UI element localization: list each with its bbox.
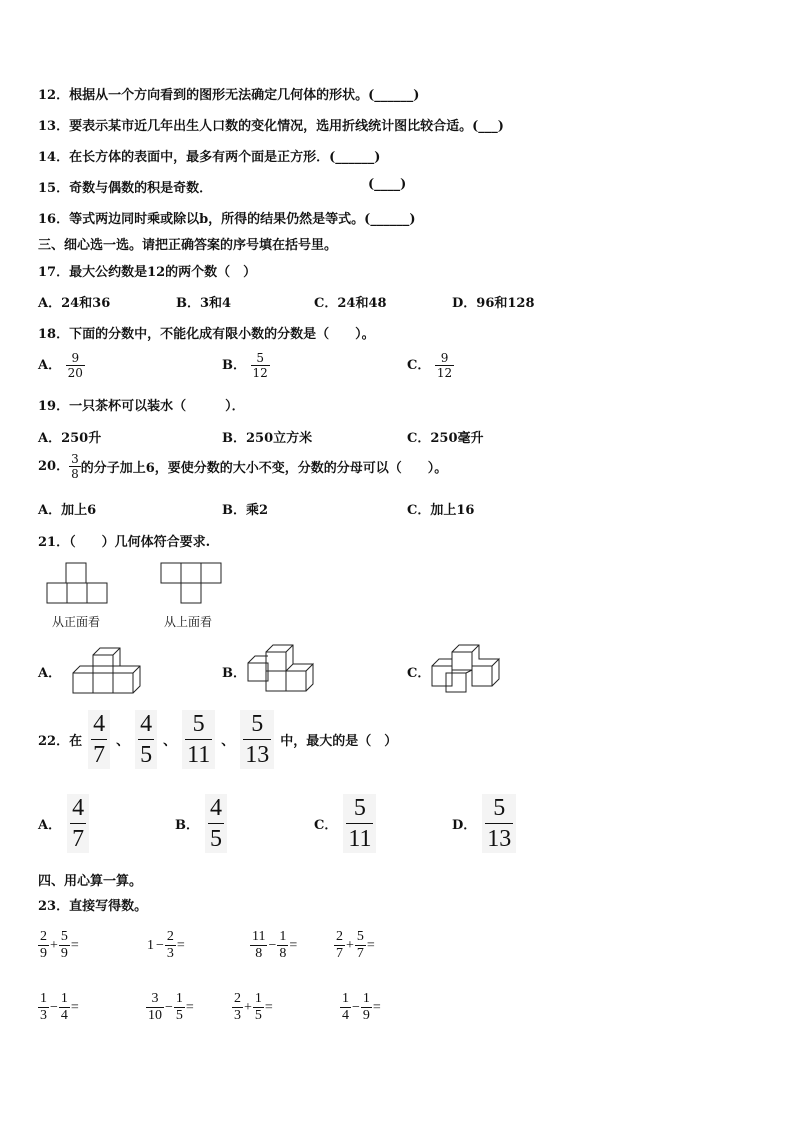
calc-item — [146, 992, 195, 1023]
fraction — [334, 930, 345, 961]
q20-option-b: B．乘2 — [222, 503, 269, 518]
top-view-figure — [160, 562, 224, 606]
numerator: 5 — [251, 711, 264, 737]
denominator: 5 — [140, 742, 153, 768]
fraction-bar — [208, 823, 224, 824]
equals-sign: = — [366, 937, 375, 953]
numerator: 9 — [71, 351, 80, 365]
calc-item — [232, 992, 274, 1023]
denominator: 8 — [255, 946, 263, 961]
denominator: 20 — [67, 366, 83, 380]
fraction — [174, 992, 185, 1023]
denominator: 12 — [252, 366, 268, 380]
fraction — [240, 710, 274, 769]
numerator: 2 — [40, 929, 47, 944]
q19-option-c: C．250毫升 — [407, 431, 484, 446]
numerator: 5 — [256, 351, 264, 365]
fraction — [251, 352, 270, 379]
question-13: 13．要表示某市近几年出生人口数的变化情况，选用折线统计图比较合适。(___) — [38, 119, 504, 134]
q22-option-c — [314, 794, 376, 853]
question-21-stem: 21．（ ）几何体符合要求. — [38, 535, 211, 550]
fraction — [355, 930, 366, 961]
numerator: 1 — [342, 991, 349, 1006]
q21-option-c-label: C． — [407, 666, 431, 681]
question-12: 12．根据从一个方向看到的图形无法确定几何体的形状。(______) — [38, 88, 420, 103]
calc-item — [38, 992, 80, 1023]
q21-option-b-label: B． — [222, 666, 246, 681]
numerator: 3 — [151, 991, 159, 1006]
fraction-bar — [70, 823, 86, 824]
fraction — [435, 352, 454, 379]
option-label: C． — [314, 818, 338, 833]
fraction — [277, 930, 288, 961]
q21-option-a-figure — [72, 647, 144, 697]
fraction — [250, 930, 267, 961]
top-view-caption: 从上面看 — [164, 615, 213, 629]
denominator: 5 — [175, 1008, 183, 1023]
numerator: 5 — [60, 929, 68, 944]
numerator: 4 — [210, 795, 222, 821]
q22-option-d — [452, 794, 516, 853]
denominator: 4 — [60, 1008, 68, 1023]
fraction — [135, 710, 157, 769]
numerator: 3 — [71, 452, 79, 466]
equals-sign: = — [176, 937, 185, 953]
q18-option-c — [407, 352, 454, 379]
denominator: 3 — [40, 1008, 47, 1023]
operator: − — [352, 999, 360, 1015]
denominator: 7 — [356, 946, 364, 961]
fraction-bar — [243, 739, 271, 740]
q22-option-a — [38, 794, 89, 853]
operator: − — [268, 937, 277, 953]
denominator: 3 — [166, 946, 174, 961]
calc-item — [340, 992, 382, 1023]
numerator: 1 — [254, 991, 262, 1006]
numerator: 5 — [353, 795, 366, 821]
denominator: 9 — [40, 946, 47, 961]
denominator: 11 — [187, 742, 211, 768]
fraction — [146, 992, 164, 1023]
question-17-stem: 17．最大公约数是12的两个数（ ） — [38, 265, 257, 280]
section-4-heading: 四、用心算一算。 — [38, 874, 143, 889]
fraction — [165, 930, 176, 961]
q17-option-b: B．3和4 — [176, 296, 232, 311]
option-label: B． — [222, 358, 246, 373]
question-text: 的分子加上6，要使分数的大小不变，分数的分母可以（ ）。 — [80, 461, 448, 476]
q21-option-c-figure — [430, 643, 502, 695]
q17-option-a: A．24和36 — [38, 296, 111, 311]
numerator: 5 — [192, 711, 205, 737]
q22-option-b — [175, 794, 227, 853]
fraction-bar — [185, 739, 212, 740]
fraction-bar — [138, 739, 154, 740]
numerator: 2 — [336, 929, 343, 944]
operator: + — [50, 937, 58, 953]
calc-item — [38, 930, 80, 961]
denominator: 10 — [148, 1008, 162, 1023]
front-view-caption: 从正面看 — [52, 615, 101, 629]
q17-option-d: D．96和128 — [452, 296, 535, 311]
numerator: 4 — [140, 711, 153, 737]
front-view-figure — [46, 562, 110, 606]
q21-option-b-figure — [245, 643, 317, 695]
numerator: 5 — [493, 795, 506, 821]
fraction — [253, 992, 264, 1023]
fraction — [38, 992, 49, 1023]
numerator: 4 — [93, 711, 106, 737]
q19-option-b: B．250立方米 — [222, 431, 313, 446]
question-15: 15．奇数与偶数的积是奇数． — [38, 181, 213, 196]
fraction-bar — [91, 739, 107, 740]
q18-option-a — [38, 352, 85, 379]
q18-option-b — [222, 352, 270, 379]
calc-item — [250, 930, 298, 961]
fraction — [232, 992, 243, 1023]
denominator: 8 — [279, 946, 287, 961]
question-number: 20． — [38, 459, 70, 474]
question-18-stem: 18．下面的分数中，不能化成有限小数的分数是（ ）。 — [38, 327, 375, 342]
question-16: 16．等式两边同时乘或除以b，所得的结果仍然是等式。(______) — [38, 212, 416, 227]
numerator: 1 — [362, 991, 370, 1006]
separator: 、 — [116, 734, 130, 749]
fraction — [340, 992, 351, 1023]
denominator: 12 — [436, 366, 453, 380]
equals-sign: = — [70, 999, 79, 1015]
section-3-heading: 三、细心选一选。请把正确答案的序号填在括号里。 — [38, 238, 338, 253]
numerator: 11 — [252, 929, 266, 944]
option-label: C． — [407, 358, 431, 373]
denominator: 13 — [487, 826, 512, 852]
fraction — [66, 352, 85, 379]
denominator: 9 — [60, 946, 68, 961]
separator: 、 — [221, 734, 235, 749]
question-20-stem — [38, 453, 447, 480]
question-23-stem: 23．直接写得数。 — [38, 899, 148, 914]
numerator: 2 — [234, 991, 241, 1006]
numerator: 4 — [72, 795, 85, 821]
question-suffix: 中，最大的是（ ） — [280, 734, 398, 749]
denominator: 9 — [362, 1008, 370, 1023]
numerator: 2 — [166, 929, 174, 944]
option-label: D． — [452, 818, 477, 833]
option-label: B． — [175, 818, 199, 833]
denominator: 5 — [254, 1008, 262, 1023]
numerator: 5 — [356, 929, 364, 944]
question-15-blank: (____) — [368, 177, 407, 192]
denominator: 7 — [72, 826, 85, 852]
whole-number: 1 — [147, 937, 154, 953]
fraction-bar — [346, 823, 373, 824]
q19-option-a: A．250升 — [38, 431, 102, 446]
numerator: 1 — [279, 929, 287, 944]
numerator: 9 — [440, 351, 449, 365]
fraction — [69, 453, 81, 480]
fraction — [38, 930, 49, 961]
q20-option-a: A．加上6 — [38, 503, 97, 518]
numerator: 1 — [175, 991, 183, 1006]
fraction — [59, 992, 70, 1023]
numerator: 1 — [40, 991, 47, 1006]
fraction — [482, 794, 516, 853]
separator: 、 — [163, 734, 177, 749]
numerator: 1 — [60, 991, 68, 1006]
equals-sign: = — [70, 937, 79, 953]
fraction — [59, 930, 70, 961]
denominator: 7 — [336, 946, 343, 961]
question-14: 14．在长方体的表面中，最多有两个面是正方形．(______) — [38, 150, 381, 165]
calc-item — [146, 930, 186, 961]
equals-sign: = — [185, 999, 194, 1015]
denominator: 3 — [234, 1008, 241, 1023]
calc-item — [334, 930, 376, 961]
equals-sign: = — [289, 937, 298, 953]
fraction — [182, 710, 215, 769]
denominator: 4 — [342, 1008, 349, 1023]
question-22-stem — [38, 710, 397, 769]
denominator: 7 — [93, 742, 106, 768]
operator: + — [346, 937, 354, 953]
q17-option-c: C．24和48 — [314, 296, 387, 311]
question-19-stem: 19．一只茶杯可以装水（ ）． — [38, 399, 245, 414]
fraction — [361, 992, 372, 1023]
denominator: 8 — [71, 467, 79, 481]
fraction — [343, 794, 376, 853]
fraction-bar — [485, 823, 513, 824]
equals-sign: = — [372, 999, 381, 1015]
fraction — [205, 794, 227, 853]
q20-option-c: C．加上16 — [407, 503, 475, 518]
denominator: 5 — [210, 826, 222, 852]
option-label: A． — [38, 818, 62, 833]
operator: − — [165, 999, 173, 1015]
operator: − — [156, 937, 164, 953]
equals-sign: = — [264, 999, 273, 1015]
q21-option-a-label: A． — [38, 666, 62, 681]
question-prefix: 22．在 — [38, 734, 83, 749]
operator: + — [244, 999, 252, 1015]
denominator: 13 — [245, 742, 270, 768]
fraction — [88, 710, 110, 769]
denominator: 11 — [348, 826, 372, 852]
option-label: A． — [38, 358, 62, 373]
operator: − — [50, 999, 58, 1015]
fraction — [67, 794, 89, 853]
